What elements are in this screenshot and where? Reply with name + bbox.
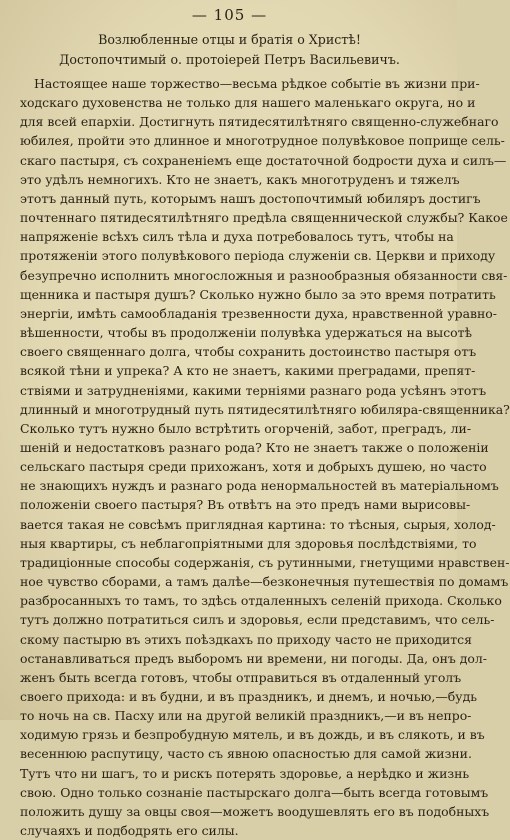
text-line: свою. Одно только сознаніе пастырскаго долга—быть всегда готовымъ <box>20 784 489 800</box>
text-line: ное чувство сборами, а тамъ далѣе—безконечныя путешествія по домамъ <box>20 574 509 590</box>
text-line: вается такая не совсѣмъ приглядная картина: то тѣсныя, сырыя, холод- <box>20 516 496 532</box>
text-line: тутъ должно потратиться силъ и здоровья, если представимъ, что сель- <box>20 612 495 628</box>
text-line: всякой тѣни и упрека? А кто не знаетъ, какими преградами, препят- <box>20 363 476 379</box>
text-line: весеннюю распутицу, часто съ явною опасностью для самой жизни. <box>20 746 472 762</box>
page-number: — 105 — <box>191 6 268 24</box>
text-line: положеніи своего пастыря? Въ отвѣтъ на это предъ нами вырисовы- <box>20 497 471 513</box>
text-line: Тутъ что ни шагъ, то и рискъ потерять здоровье, а нерѣдко и жизнь <box>20 765 470 781</box>
text-line: ходскаго духовенства не только для нашего маленькаго округа, но и <box>20 95 476 111</box>
text-line: своего прихода: и въ будни, и въ праздникъ, и днемъ, и ночью,—будь <box>20 689 478 704</box>
text-line: скаго пастыря, съ сохраненіемъ еще достаточной бодрости духа и силъ— <box>20 152 507 168</box>
text-line: для всей епархіи. Достигнуть пятидесятилѣтняго священно-служебнаго <box>20 114 499 130</box>
text-line: почтеннаго пятидесятилѣтняго предѣла священнической службы? Какое <box>20 210 508 226</box>
text-line: традиціонные способы содержанія, съ рутинными, гнетущими нравствен- <box>20 554 510 570</box>
text-line: своего священнаго долга, чтобы сохранить достоинство пастыря отъ <box>20 344 477 360</box>
text-line: юбилея, пройти это длинное и многотрудное полувѣковое поприще сель- <box>20 133 505 149</box>
text-line: Настоящее наше торжество—весьма рѣдкое событіе въ жизни при- <box>34 76 480 91</box>
text-line: щенника и пастыря душъ? Сколько нужно было за это время потратить <box>20 286 496 302</box>
text-line: не знающихъ нуждъ и разнаго рода ненормальностей въ матеріальномъ <box>20 478 499 494</box>
text-line: то ночь на св. Пасху или на другой великій праздникъ,—и въ непро- <box>20 708 472 724</box>
text-line: случаяхъ и подбодрять его силы. <box>20 823 239 839</box>
address-heading: Достопочтимый о. протоіерей Петръ Васильевичъ. <box>59 52 400 67</box>
text-line: Сколько тутъ нужно было встрѣтить огорченій, забот, преградъ, ли- <box>20 420 472 436</box>
text-line: женъ быть всегда готовъ, чтобы отправиться въ отдаленный уголъ <box>20 669 462 685</box>
text-line: это удѣлъ немногихъ. Кто не знаетъ, какъ многотруденъ и тяжелъ <box>20 171 460 187</box>
text-line: ходимую грязь и безпробудную мятель, и въ дождь, и въ слякоть, и въ <box>20 727 485 743</box>
text-line: останавливаться предъ выборомъ ни времени, ни погоды. Да, онъ дол- <box>20 650 487 666</box>
text-line: длинный и многотрудный путь пятидесятилѣтняго юбиляра-священника? <box>20 401 510 417</box>
text-line: этотъ данный путь, которымъ нашъ достопочтимый юбиляръ достигъ <box>20 190 481 206</box>
text-line: шеній и недостатковъ разнаго рода? Кто не знаетъ также о положеніи <box>20 439 489 455</box>
text-line: разбросанныхъ то тамъ, то здѣсь отдаленныхъ селеній прихода. Сколько <box>20 593 502 609</box>
body-paragraph <box>20 74 510 840</box>
text-line: сельскаго пастыря среди прихожанъ, хотя и добрыхъ душею, но часто <box>20 459 487 475</box>
text-line: протяженіи этого полувѣкового періода служеніи св. Церкви и приходу <box>20 248 496 264</box>
text-line: положить душу за овцы своя—можетъ воодушевлять его въ подобныхъ <box>20 803 490 819</box>
text-line: напряженіе всѣхъ силъ тѣла и духа потребовалось тутъ, чтобы на <box>20 229 454 245</box>
text-line: ствіями и затрудненіями, какими терніями разнаго рода усѣянъ этотъ <box>20 382 487 398</box>
text-line: скому пастырю въ этихъ поѣздкахъ по приходу часто не приходится <box>20 631 472 647</box>
text-line: вѣшенности, чтобы въ продолженіи полувѣка удержаться на высотѣ <box>20 325 473 341</box>
text-line: безупречно исполнить многосложныя и разнообразныя обязанности свя- <box>20 267 508 283</box>
text-line: ныя квартиры, съ неблагопріятными для здоровья послѣдствіями, то <box>20 535 477 551</box>
text-line: энергіи, имѣть самообладанія трезвенности духа, нравственной уравно- <box>20 305 497 321</box>
salutation-heading: Возлюбленные отцы и братія о Христѣ! <box>98 32 361 47</box>
